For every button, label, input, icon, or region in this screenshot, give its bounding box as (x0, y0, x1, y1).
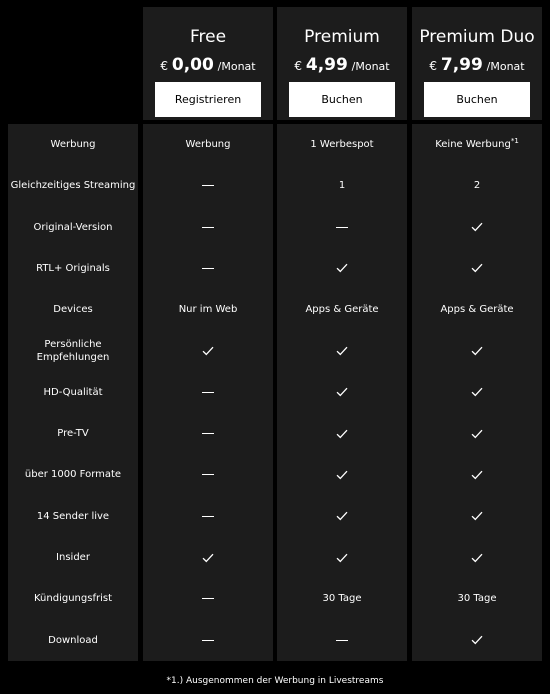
feature-label-text: 14 Sender live (36, 510, 110, 522)
feature-label (8, 248, 138, 289)
table-row (8, 331, 541, 372)
feature-label-text: Werbung (50, 139, 96, 150)
plan-name: Premium Duo (419, 27, 535, 47)
value-text: Apps & Geräte (305, 304, 379, 316)
feature-label-text: Persönliche Empfehlungen (36, 339, 110, 363)
table-row (8, 620, 541, 661)
value-cell (277, 124, 407, 165)
check-icon (143, 537, 273, 578)
plan-name: Free (189, 27, 227, 47)
table-row (8, 454, 541, 495)
feature-label-text: RTL+ Originals (36, 262, 110, 274)
dash-icon (143, 620, 273, 661)
feature-label (8, 372, 138, 413)
feature-label-text: Insider (56, 552, 90, 563)
table-row (8, 124, 541, 165)
price-amount: 0,00 (171, 55, 214, 75)
book-button[interactable]: Buchen (424, 82, 530, 117)
feature-label-text: HD-Qualität (43, 386, 103, 398)
dash-icon (143, 454, 273, 495)
plan-card-free (143, 7, 273, 120)
feature-label (8, 620, 138, 661)
check-icon (143, 331, 273, 372)
dash-icon (143, 413, 273, 454)
check-icon (412, 413, 542, 454)
table-row (8, 372, 541, 413)
price-amount: 4,99 (305, 55, 348, 75)
table-row (8, 537, 541, 578)
value-cell (412, 165, 542, 206)
dash-icon (143, 248, 273, 289)
check-icon (277, 248, 407, 289)
plan-name: Premium (304, 27, 380, 47)
plan-card-premium (277, 7, 407, 120)
feature-label (8, 537, 138, 578)
check-icon (412, 331, 542, 372)
value-text: 30 Tage (322, 593, 362, 605)
feature-label (8, 454, 138, 495)
check-icon (277, 537, 407, 578)
feature-label (8, 165, 138, 206)
feature-label (8, 496, 138, 537)
value-cell (277, 289, 407, 330)
value-text: 1 (338, 180, 346, 192)
value-text: Nur im Web (178, 304, 238, 316)
value-text: 2 (473, 180, 481, 192)
check-icon (412, 372, 542, 413)
check-icon (412, 620, 542, 661)
feature-label (8, 578, 138, 619)
check-icon (412, 248, 542, 289)
price-period: /Monat (486, 60, 525, 73)
feature-label (8, 413, 138, 454)
plan-card-premium-duo (412, 7, 542, 120)
value-text: Keine Werbung (435, 139, 511, 150)
feature-label-text: Kündigungsfrist (34, 593, 112, 605)
currency-symbol: € (294, 59, 303, 73)
feature-label-text: Original-Version (33, 221, 113, 233)
feature-label-text: Download (48, 634, 98, 646)
dash-icon (277, 207, 407, 248)
check-icon (277, 413, 407, 454)
footnote-marker: *1 (510, 137, 519, 145)
book-button[interactable]: Buchen (289, 82, 395, 117)
currency-symbol: € (429, 59, 438, 73)
check-icon (412, 537, 542, 578)
price-period: /Monat (217, 60, 256, 73)
table-row (8, 578, 541, 619)
dash-icon (143, 207, 273, 248)
feature-label-text: Devices (53, 304, 93, 316)
plan-price (277, 54, 407, 78)
feature-label (8, 207, 138, 248)
feature-label (8, 331, 138, 372)
currency-symbol: € (160, 59, 169, 73)
value-text: Werbung (185, 139, 231, 150)
table-row (8, 248, 541, 289)
feature-label-text: über 1000 Formate (24, 469, 122, 481)
plan-price (143, 54, 273, 78)
check-icon (277, 331, 407, 372)
value-cell (277, 165, 407, 206)
plan-price (412, 54, 542, 78)
feature-label-text: Gleichzeitiges Streaming (10, 180, 136, 192)
dash-icon (143, 165, 273, 206)
dash-icon (143, 496, 273, 537)
value-cell (412, 124, 542, 165)
value-text: 1 Werbespot (310, 139, 374, 150)
table-row (8, 207, 541, 248)
footnote: *1.) Ausgenommen der Werbung in Livestreams (166, 676, 384, 686)
check-icon (277, 372, 407, 413)
table-row (8, 496, 541, 537)
feature-label-text: Pre-TV (57, 428, 89, 440)
dash-icon (277, 620, 407, 661)
feature-label (8, 289, 138, 330)
value-cell (412, 289, 542, 330)
value-cell (143, 289, 273, 330)
dash-icon (143, 372, 273, 413)
check-icon (277, 454, 407, 495)
value-text: Apps & Geräte (440, 304, 514, 316)
table-row (8, 289, 541, 330)
table-row (8, 413, 541, 454)
dash-icon (143, 578, 273, 619)
value-cell (412, 578, 542, 619)
check-icon (412, 454, 542, 495)
check-icon (412, 496, 542, 537)
feature-label (8, 124, 138, 165)
register-button[interactable]: Registrieren (155, 82, 261, 117)
value-text: 30 Tage (457, 593, 497, 605)
price-amount: 7,99 (440, 55, 483, 75)
check-icon (277, 496, 407, 537)
value-cell (277, 578, 407, 619)
check-icon (412, 207, 542, 248)
table-row (8, 165, 541, 206)
price-period: /Monat (351, 60, 390, 73)
value-cell (143, 124, 273, 165)
